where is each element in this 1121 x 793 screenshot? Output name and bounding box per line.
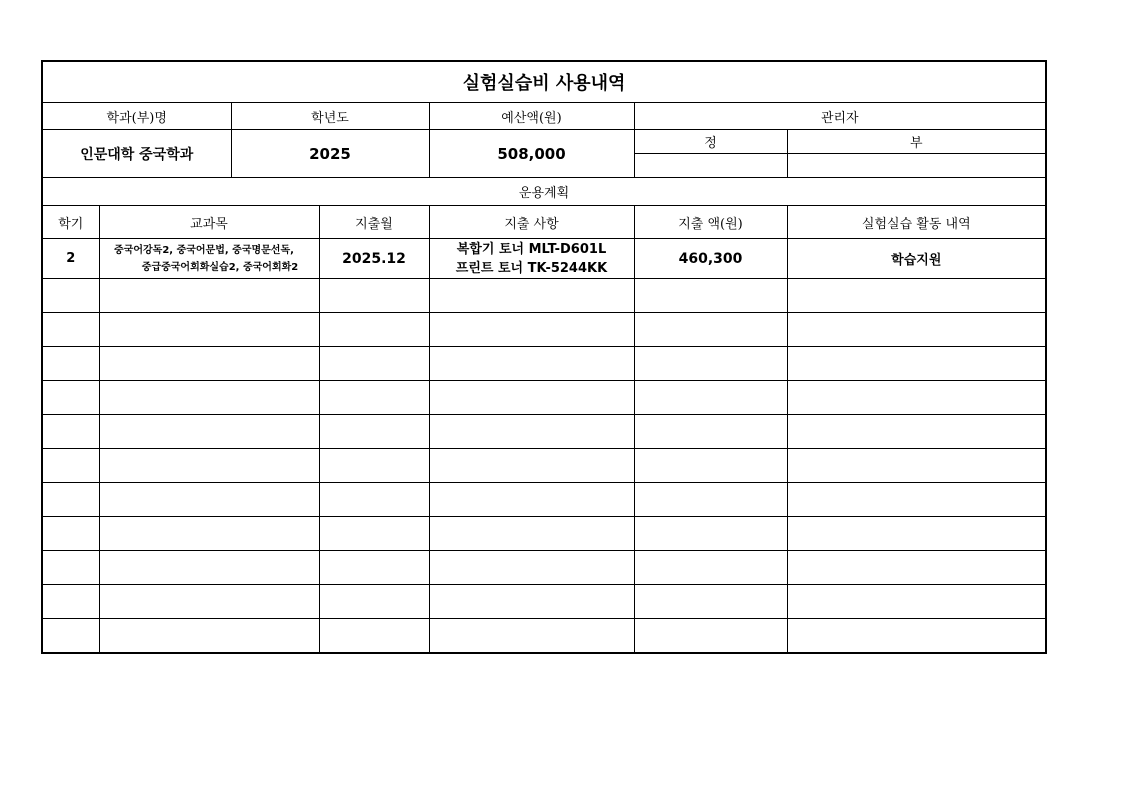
empty-cell xyxy=(429,551,634,585)
empty-cell xyxy=(319,313,429,347)
empty-cell xyxy=(429,279,634,313)
empty-cell xyxy=(787,279,1046,313)
empty-cell xyxy=(42,551,99,585)
empty-cell xyxy=(99,313,319,347)
empty-cell xyxy=(42,517,99,551)
empty-cell xyxy=(634,449,787,483)
empty-cell xyxy=(429,619,634,653)
empty-cell xyxy=(319,483,429,517)
empty-cell xyxy=(787,449,1046,483)
empty-cell xyxy=(42,313,99,347)
empty-cell xyxy=(319,619,429,653)
empty-cell xyxy=(429,483,634,517)
empty-cell xyxy=(99,279,319,313)
dept-label: 학과(부)명 xyxy=(42,103,231,130)
expense-report-table xyxy=(41,60,1047,654)
empty-cell xyxy=(319,381,429,415)
plan-label: 운용계획 xyxy=(42,178,1046,206)
col-amount: 지출 액(원) xyxy=(634,206,787,239)
empty-cell xyxy=(634,517,787,551)
dept-value: 인문대학 중국학과 xyxy=(42,130,231,178)
empty-cell xyxy=(99,483,319,517)
empty-cell xyxy=(42,585,99,619)
admin-label: 관리자 xyxy=(634,103,1046,130)
row-subject-line-2: 중급중국어회화실습2, 중국어회화2 xyxy=(141,261,299,273)
empty-row xyxy=(42,313,1046,347)
empty-cell xyxy=(319,449,429,483)
empty-row xyxy=(42,551,1046,585)
table-row xyxy=(42,239,1046,279)
year-value: 2025 xyxy=(231,130,429,178)
empty-cell xyxy=(429,381,634,415)
empty-cell xyxy=(634,415,787,449)
empty-cell xyxy=(42,483,99,517)
empty-cell xyxy=(319,551,429,585)
report-title: 실험실습비 사용내역 xyxy=(42,61,1046,103)
empty-cell xyxy=(787,517,1046,551)
empty-cell xyxy=(634,585,787,619)
budget-label: 예산액(원) xyxy=(429,103,634,130)
row-item-line-2: 프린트 토너 TK-5244KK xyxy=(455,260,608,276)
empty-cell xyxy=(634,279,787,313)
empty-cell xyxy=(42,381,99,415)
empty-cell xyxy=(787,551,1046,585)
col-month: 지출월 xyxy=(319,206,429,239)
empty-cell xyxy=(99,347,319,381)
empty-row xyxy=(42,347,1046,381)
empty-cell xyxy=(99,381,319,415)
empty-cell xyxy=(429,313,634,347)
row-amount: 460,300 xyxy=(634,239,787,279)
empty-cell xyxy=(634,313,787,347)
empty-cell xyxy=(787,585,1046,619)
empty-cell xyxy=(319,347,429,381)
col-item: 지출 사항 xyxy=(429,206,634,239)
empty-cell xyxy=(99,585,319,619)
empty-cell xyxy=(319,585,429,619)
empty-row xyxy=(42,449,1046,483)
empty-cell xyxy=(99,415,319,449)
empty-cell xyxy=(99,619,319,653)
col-semester: 학기 xyxy=(42,206,99,239)
empty-cell xyxy=(634,347,787,381)
admin-primary-label: 정 xyxy=(634,130,787,154)
empty-cell xyxy=(319,415,429,449)
empty-cell xyxy=(319,517,429,551)
year-label: 학년도 xyxy=(231,103,429,130)
empty-cell xyxy=(634,381,787,415)
empty-cell xyxy=(429,347,634,381)
empty-cell xyxy=(634,619,787,653)
row-item-line-1: 복합기 토너 MLT-D601L xyxy=(456,241,607,257)
empty-row xyxy=(42,619,1046,653)
empty-row xyxy=(42,279,1046,313)
row-activity: 학습지원 xyxy=(787,239,1046,279)
col-activity: 실험실습 활동 내역 xyxy=(787,206,1046,239)
empty-cell xyxy=(42,279,99,313)
row-item xyxy=(429,239,634,279)
empty-cell xyxy=(787,381,1046,415)
empty-row xyxy=(42,585,1046,619)
empty-row xyxy=(42,381,1046,415)
empty-cell xyxy=(787,483,1046,517)
empty-cell xyxy=(99,517,319,551)
empty-cell xyxy=(429,585,634,619)
empty-row xyxy=(42,415,1046,449)
row-subject xyxy=(99,239,319,279)
empty-cell xyxy=(99,551,319,585)
budget-value: 508,000 xyxy=(429,130,634,178)
admin-secondary-label: 부 xyxy=(787,130,1046,154)
empty-cell xyxy=(429,415,634,449)
empty-cell xyxy=(319,279,429,313)
empty-cell xyxy=(634,551,787,585)
row-month: 2025.12 xyxy=(319,239,429,279)
empty-cell xyxy=(787,347,1046,381)
empty-cell xyxy=(787,619,1046,653)
empty-cell xyxy=(787,415,1046,449)
empty-cell xyxy=(429,517,634,551)
empty-cell xyxy=(787,313,1046,347)
admin-secondary-signature xyxy=(787,154,1046,178)
empty-cell xyxy=(42,619,99,653)
empty-row xyxy=(42,517,1046,551)
empty-cell xyxy=(99,449,319,483)
empty-row xyxy=(42,483,1046,517)
col-subject: 교과목 xyxy=(99,206,319,239)
admin-primary-signature xyxy=(634,154,787,178)
empty-cell xyxy=(42,449,99,483)
row-semester: 2 xyxy=(42,239,99,279)
row-subject-line-1: 중국어강독2, 중국어문법, 중국명문선독, xyxy=(114,244,294,256)
empty-cell xyxy=(429,449,634,483)
empty-cell xyxy=(42,347,99,381)
empty-cell xyxy=(42,415,99,449)
empty-cell xyxy=(634,483,787,517)
